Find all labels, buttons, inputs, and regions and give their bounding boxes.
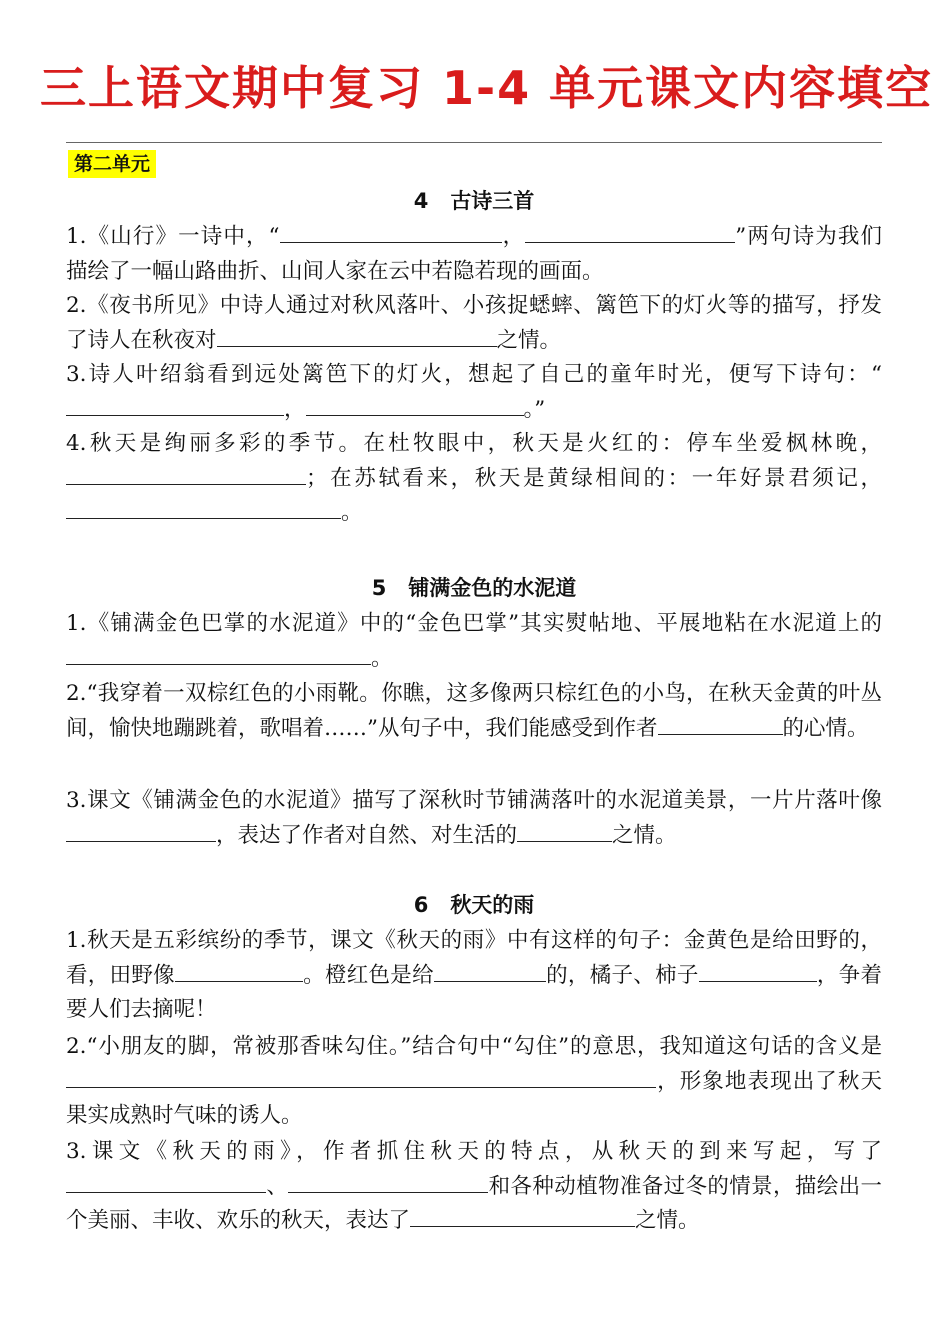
answer-blank[interactable]: [517, 823, 612, 842]
answer-blank[interactable]: [699, 963, 817, 982]
unit-label: 第二单元: [68, 150, 156, 178]
question-text: 1.《铺满金色巴掌的水泥道》中的“金色巴掌”其实熨帖地、平展地粘在水泥道上的: [66, 611, 882, 636]
question-text: 。: [371, 645, 393, 671]
page-title: 三上语文期中复习 1-4 单元课文内容填空: [40, 61, 934, 115]
answer-blank[interactable]: [217, 328, 497, 347]
answer-blank[interactable]: [434, 963, 546, 982]
question-text: ；在苏轼看来，秋天是黄绿相间的：一年好景君须记，: [306, 465, 882, 491]
question-text: 的心情。: [782, 715, 869, 741]
question-text: 。”: [523, 396, 546, 422]
lesson-name: 古诗三首: [450, 189, 535, 213]
question-text: 4.秋天是绚丽多彩的季节。在杜牧眼中，秋天是火红的：停车坐爱枫林晚，: [66, 431, 882, 456]
question-text: 3.诗人叶绍翁看到远处篱笆下的灯火，想起了自己的童年时光，便写下诗句：“: [66, 362, 882, 387]
answer-blank[interactable]: [410, 1208, 635, 1227]
question-text: 3.课文《秋天的雨》，作者抓住秋天的特点，从秋天的到来写起，写了: [66, 1139, 882, 1164]
answer-blank[interactable]: [280, 224, 502, 243]
lesson-6-question-3: [66, 1135, 882, 1239]
question-text: ”两句诗为我们描绘了一幅山路曲折、山间人家在云中若隐若现的画面。: [66, 224, 882, 284]
question-text: 之情。: [635, 1208, 700, 1233]
answer-blank[interactable]: [525, 224, 735, 243]
lesson-6-question-1: [66, 924, 882, 1028]
question-text: ，表达了作者对自然、对生活的: [216, 822, 518, 848]
answer-blank[interactable]: [66, 1174, 266, 1193]
answer-blank[interactable]: [175, 963, 303, 982]
question-text: 和各种动植物准备过冬的情景，描绘出一个美丽、丰收、欢乐的秋天，表达了: [66, 1173, 882, 1233]
lesson-name: 铺满金色的水泥道: [408, 576, 577, 600]
lesson-5-heading: [66, 573, 882, 603]
question-text: 的，橘子、柿子: [545, 962, 699, 988]
question-text: 3.课文《铺满金色的水泥道》描写了深秋时节铺满落叶的水泥道美景，一片片落叶像: [66, 788, 882, 813]
lesson-number: 5: [371, 576, 387, 600]
lesson-name: 秋天的雨: [450, 893, 535, 917]
lesson-number: 6: [413, 893, 429, 917]
lesson-5-question-1: [66, 607, 882, 676]
question-text: 。橙红色是给: [302, 962, 434, 988]
lesson-5-question-3: [66, 784, 882, 853]
question-text: 2.“小朋友的脚，常被那香味勾住。”结合句中“勾住”的意思，我知道这句话的含义是: [66, 1034, 882, 1059]
lesson-4-heading: [66, 186, 882, 216]
lesson-4-question-2: [66, 289, 882, 358]
answer-blank[interactable]: [66, 397, 284, 416]
lesson-number: 4: [413, 189, 429, 213]
answer-blank[interactable]: [66, 646, 371, 665]
lesson-4-question-4: [66, 427, 882, 531]
lesson-6-question-2: [66, 1030, 882, 1134]
answer-blank[interactable]: [66, 500, 341, 519]
lesson-5-question-2: [66, 677, 882, 746]
question-text: 之情。: [496, 327, 562, 353]
question-text: 2.“我穿着一双棕红色的小雨靴。你瞧，这多像两只棕红色的小鸟，在秋天金黄的叶丛间，愉快地蹦跳着，歌唱着……”从句子中，我们能感受到作者: [66, 681, 882, 741]
answer-blank[interactable]: [288, 1174, 488, 1193]
answer-blank[interactable]: [66, 823, 216, 842]
question-text: 1.秋天是五彩缤纷的季节，课文《秋天的雨》中有这样的句子：金黄色是给田野的，看，田野像: [66, 928, 882, 988]
question-text: 之情。: [612, 822, 677, 848]
answer-blank[interactable]: [658, 716, 783, 735]
answer-blank[interactable]: [66, 1069, 656, 1088]
lesson-4-question-1: [66, 220, 882, 289]
answer-blank[interactable]: [66, 466, 306, 485]
question-text: ，形象地表现出了秋天果实成熟时气味的诱人。: [66, 1068, 882, 1128]
question-text: ，争着要人们去摘呢！: [66, 962, 882, 1022]
lesson-4-question-3: [66, 358, 882, 427]
question-text: ，: [501, 224, 526, 249]
question-text: 1.《山行》一诗中，“: [66, 224, 280, 249]
question-text: 。: [341, 500, 363, 525]
lesson-6-heading: [66, 890, 882, 920]
question-text: 、: [266, 1173, 289, 1199]
question-text: 2.《夜书所见》中诗人通过对秋风落叶、小孩捉蟋蟀、篱笆下的灯火等的描写，抒发了诗人在秋夜对: [66, 293, 882, 353]
title-divider: [66, 142, 882, 143]
question-text: ，: [284, 396, 306, 422]
answer-blank[interactable]: [306, 397, 524, 416]
